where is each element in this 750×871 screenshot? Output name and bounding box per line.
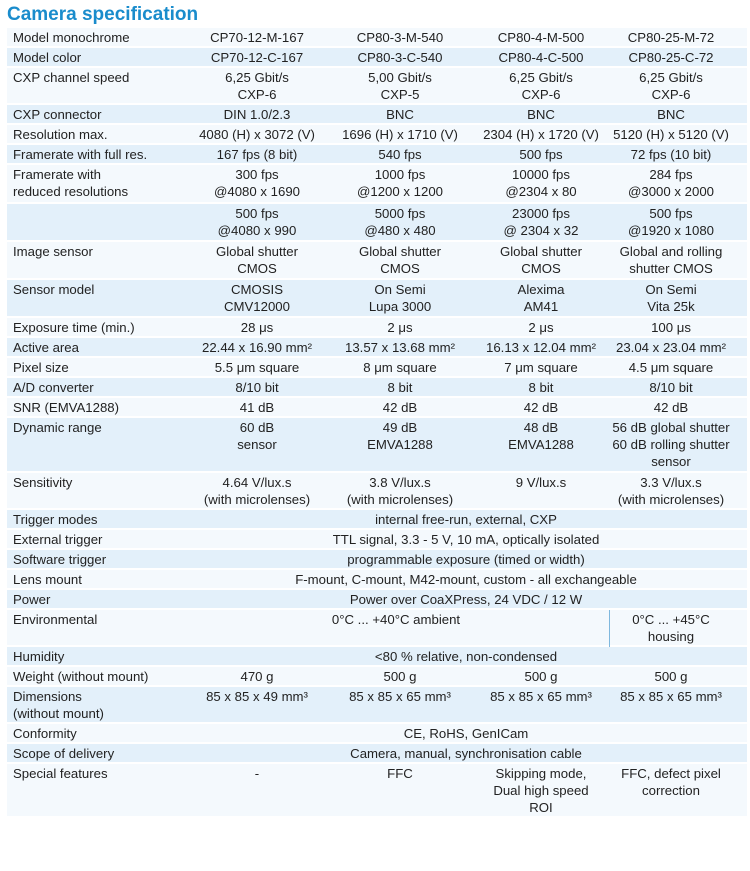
table-cell: - [254,766,260,781]
table-cell-merged: Camera, manual, synchronisation cable [350,746,582,761]
row-label: Conformity [13,726,77,741]
table-cell: 42 dB [523,400,559,415]
table-row [7,647,747,667]
table-cell: 72 fps (10 bit) [630,147,712,162]
table-cell: On Semi Vita 25k [645,282,697,314]
table-row [7,398,747,418]
table-cell: CP80-25-M-72 [627,30,715,45]
table-cell-merged: F-mount, C-mount, M42-mount, custom - all exchangeable [295,572,637,587]
row-label: Weight (without mount) [13,669,149,684]
table-row [7,318,747,338]
table-row [7,610,747,647]
row-label: Framerate with reduced resolutions [13,167,129,199]
table-cell: Global shutter CMOS [215,244,299,276]
table-cell: 49 dB EMVA1288 [367,420,433,452]
table-cell: 7 μm square [504,360,578,375]
table-row [7,280,747,318]
table-cell: Global shutter CMOS [499,244,583,276]
table-row [7,744,747,764]
table-cell: 500 fps [519,147,563,162]
table-cell: FFC, defect pixel correction [621,766,721,798]
table-cell: 500 fps @4080 x 990 [217,206,297,238]
table-cell: 5120 (H) x 5120 (V) [613,127,729,142]
table-row [7,378,747,398]
row-label: Dimensions (without mount) [13,689,104,721]
table-row [7,358,747,378]
table-cell: FFC [387,766,413,781]
table-row [7,28,747,48]
table-cell: 4.5 μm square [628,360,714,375]
table-row [7,510,747,530]
row-label: A/D converter [13,380,94,395]
table-row [7,105,747,125]
row-label: Active area [13,340,79,355]
table-cell: 8 bit [528,380,554,395]
table-cell: 85 x 85 x 65 mm³ [349,689,451,704]
table-cell: CP80-3-M-540 [356,30,444,45]
table-cell: 2 μs [528,320,554,335]
table-cell: 6,25 Gbit/s CXP-6 [225,70,289,102]
table-cell: 23000 fps @ 2304 x 32 [503,206,579,238]
table-cell: CP80-25-C-72 [628,50,714,65]
table-cell: 13.57 x 13.68 mm² [345,340,455,355]
table-cell: 1696 (H) x 1710 (V) [342,127,458,142]
row-label: Trigger modes [13,512,98,527]
table-cell: BNC [657,107,685,122]
table-cell: 500 fps @1920 x 1080 [628,206,714,238]
table-cell: 16.13 x 12.04 mm² [486,340,596,355]
table-cell: 167 fps (8 bit) [216,147,298,162]
table-cell: CP80-3-C-540 [357,50,443,65]
table-cell: 3.8 V/lux.s (with microlenses) [346,475,454,507]
row-label: Pixel size [13,360,69,375]
table-cell: 8/10 bit [649,380,693,395]
table-cell: 8/10 bit [235,380,279,395]
table-cell: 22.44 x 16.90 mm² [202,340,312,355]
row-label: Special features [13,766,108,781]
row-label: Image sensor [13,244,93,259]
table-cell: 2304 (H) x 1720 (V) [483,127,599,142]
table-cell: BNC [527,107,555,122]
table-cell: 23.04 x 23.04 mm² [616,340,726,355]
table-cell-merged: <80 % relative, non-condensed [374,649,558,664]
row-label: Model color [13,50,82,65]
table-cell: On Semi Lupa 3000 [368,282,432,314]
table-cell: CP80-4-C-500 [498,50,584,65]
table-cell: 284 fps @3000 x 2000 [628,167,714,199]
table-cell: 2 μs [387,320,413,335]
table-cell: 10000 fps @2304 x 80 [505,167,577,199]
table-row [7,418,747,473]
row-label: Framerate with full res. [13,147,148,162]
table-row [7,145,747,165]
table-cell: 41 dB [239,400,275,415]
row-label: Model monochrome [13,30,130,45]
table-row [7,550,747,570]
table-cell: 3.3 V/lux.s (with microlenses) [617,475,725,507]
table-cell: CMOSIS CMV12000 [224,282,290,314]
row-label: SNR (EMVA1288) [13,400,120,415]
table-row [7,590,747,610]
row-label: Scope of delivery [13,746,115,761]
table-row [7,530,747,550]
table-cell: 500 g [383,669,417,684]
table-row [7,687,747,724]
row-label: External trigger [13,532,103,547]
table-row [7,570,747,590]
table-cell: 470 g [240,669,274,684]
row-label: Dynamic range [13,420,102,435]
row-label: Exposure time (min.) [13,320,135,335]
table-cell-merged: CE, RoHS, GenICam [403,726,529,741]
table-row [7,204,747,242]
table-row [7,338,747,358]
table-cell: 4080 (H) x 3072 (V) [199,127,315,142]
table-cell: 56 dB global shutter 60 dB rolling shutter sensor [612,420,730,469]
row-label: Software trigger [13,552,107,567]
table-cell: Skipping mode, Dual high speed ROI [493,766,589,815]
table-cell: 48 dB EMVA1288 [508,420,574,452]
table-row [7,48,747,68]
table-cell: 6,25 Gbit/s CXP-6 [509,70,573,102]
table-cell: 5,00 Gbit/s CXP-5 [368,70,432,102]
row-label: Sensitivity [13,475,73,490]
table-cell: 5000 fps @480 x 480 [364,206,436,238]
table-cell: 42 dB [382,400,418,415]
table-cell: 540 fps [378,147,422,162]
table-cell: 5.5 μm square [214,360,300,375]
row-label: CXP channel speed [13,70,130,85]
spec-table [7,28,747,818]
table-cell: 8 μm square [363,360,437,375]
table-cell: CP70-12-C-167 [210,50,304,65]
row-label: Humidity [13,649,65,664]
table-cell: 100 μs [651,320,691,335]
table-cell: BNC [386,107,414,122]
table-cell-merged: Power over CoaXPress, 24 VDC / 12 W [349,592,583,607]
table-cell: 6,25 Gbit/s CXP-6 [639,70,703,102]
row-label: Sensor model [13,282,95,297]
table-cell: 28 μs [240,320,274,335]
table-cell: 60 dB sensor [237,420,277,452]
table-cell: 300 fps @4080 x 1690 [214,167,300,199]
table-cell: 0°C ... +45°C housing [632,612,710,644]
table-cell: DIN 1.0/2.3 [223,107,291,122]
row-label: CXP connector [13,107,102,122]
row-label: Lens mount [13,572,82,587]
table-row [7,125,747,145]
table-cell-merged: programmable exposure (timed or width) [347,552,585,567]
table-row [7,764,747,818]
table-row [7,165,747,204]
table-row [7,724,747,744]
table-cell: Global and rolling shutter CMOS [619,244,723,276]
table-row [7,242,747,280]
table-cell: CP70-12-M-167 [210,30,304,45]
table-cell: Alexima AM41 [517,282,565,314]
table-cell-merged: internal free-run, external, CXP [375,512,557,527]
table-cell: 85 x 85 x 65 mm³ [620,689,722,704]
table-cell: 500 g [524,669,558,684]
table-row [7,68,747,105]
table-cell: 42 dB [653,400,689,415]
table-cell: CP80-4-M-500 [497,30,585,45]
table-cell: 4.64 V/lux.s (with microlenses) [203,475,311,507]
table-cell-merged: 0°C ... +40°C ambient [331,612,461,627]
table-cell: Global shutter CMOS [358,244,442,276]
row-label: Resolution max. [13,127,108,142]
table-cell: 85 x 85 x 49 mm³ [206,689,308,704]
row-label: Power [13,592,51,607]
row-label: Environmental [13,612,98,627]
table-cell: 8 bit [387,380,413,395]
table-cell: 500 g [654,669,688,684]
table-cell: 9 V/lux.s [515,475,567,490]
table-row [7,473,747,510]
table-cell-merged: TTL signal, 3.3 - 5 V, 10 mA, optically isolated [332,532,600,547]
page-title: Camera specification [7,4,199,25]
table-cell: 1000 fps @1200 x 1200 [357,167,443,199]
table-cell: 85 x 85 x 65 mm³ [490,689,592,704]
table-row [7,667,747,687]
